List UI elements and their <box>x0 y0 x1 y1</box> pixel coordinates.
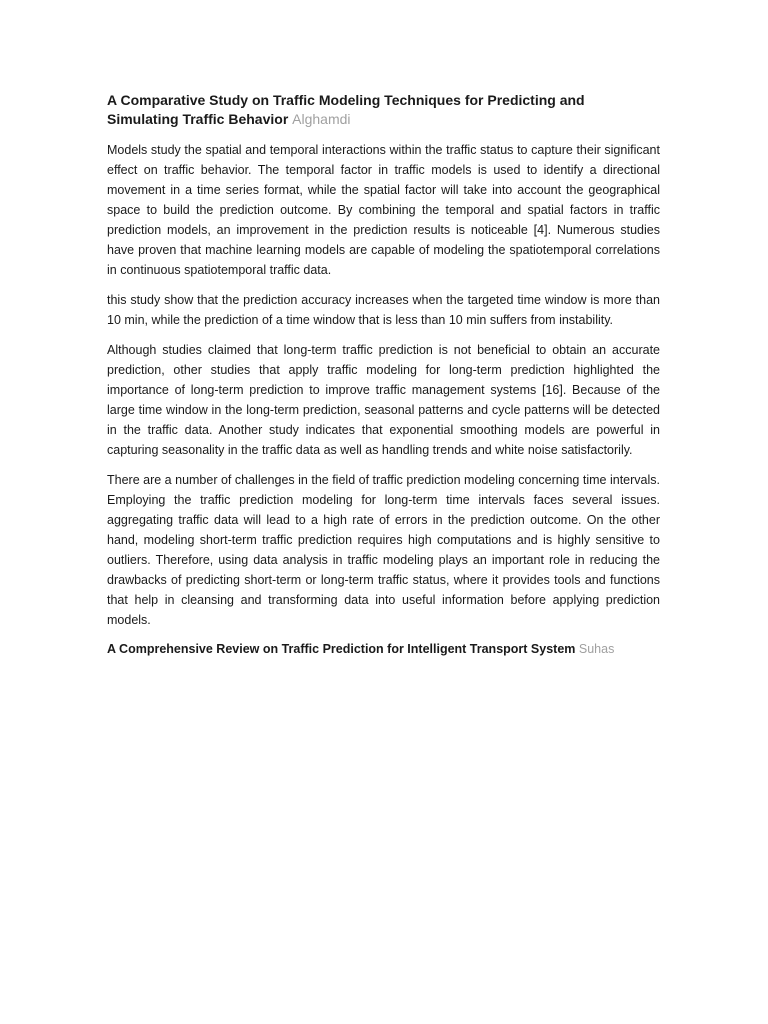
body-paragraph: Models study the spatial and temporal interactions within the traffic status to capture their significant effect on traffic behavior. The temporal factor in traffic models is used to identify a directional movement in a time series format, while the spatial factor will take into account the geographical space to build the prediction outcome. By combining the temporal and spatial factors in traffic prediction models, an improvement in the prediction results is noticeable [4]. Numerous studies have proven that machine learning models are capable of modeling the spatiotemporal correlations in continuous spatiotemporal traffic data. <box>107 143 660 277</box>
body-paragraph: this study show that the prediction accuracy increases when the targeted time window is more than 10 min, while the prediction of a time window that is less than 10 min suffers from instability. <box>107 293 660 327</box>
section-heading-comparative-study <box>107 91 660 129</box>
section-heading-comprehensive-review <box>107 640 660 659</box>
body-paragraph: There are a number of challenges in the field of traffic prediction modeling concerning time intervals. Employing the traffic prediction modeling for long-term time intervals faces several issues. aggregating traffic data will lead to a high rate of errors in the prediction outcome. On the other hand, modeling short-term traffic prediction requires high computations and is highly sensitive to outliers. Therefore, using data analysis in traffic modeling plays an important role in reducing the drawbacks of predicting short-term or long-term traffic status, where it provides tools and functions that help in cleansing and transforming data into useful information before applying prediction models. <box>107 473 660 627</box>
body-paragraph: Although studies claimed that long-term traffic prediction is not beneficial to obtain an accurate prediction, other studies that apply traffic modeling for long-term prediction highlighted the importance of long-term prediction to improve traffic management systems [16]. Because of the large time window in the long-term prediction, seasonal patterns and cycle patterns will be detected in the traffic data. Another study indicates that exponential smoothing models are powerful in capturing seasonality in the traffic data as well as handling trends and white noise satisfactorily. <box>107 343 660 457</box>
section-title: A Comprehensive Review on Traffic Prediction for Intelligent Transport System <box>107 642 576 656</box>
author-name: Alghamdi <box>292 111 351 127</box>
author-name: Suhas <box>578 642 615 656</box>
section-title: A Comparative Study on Traffic Modeling Techniques for Predicting and Simulating Traffic Behavior <box>107 92 585 127</box>
